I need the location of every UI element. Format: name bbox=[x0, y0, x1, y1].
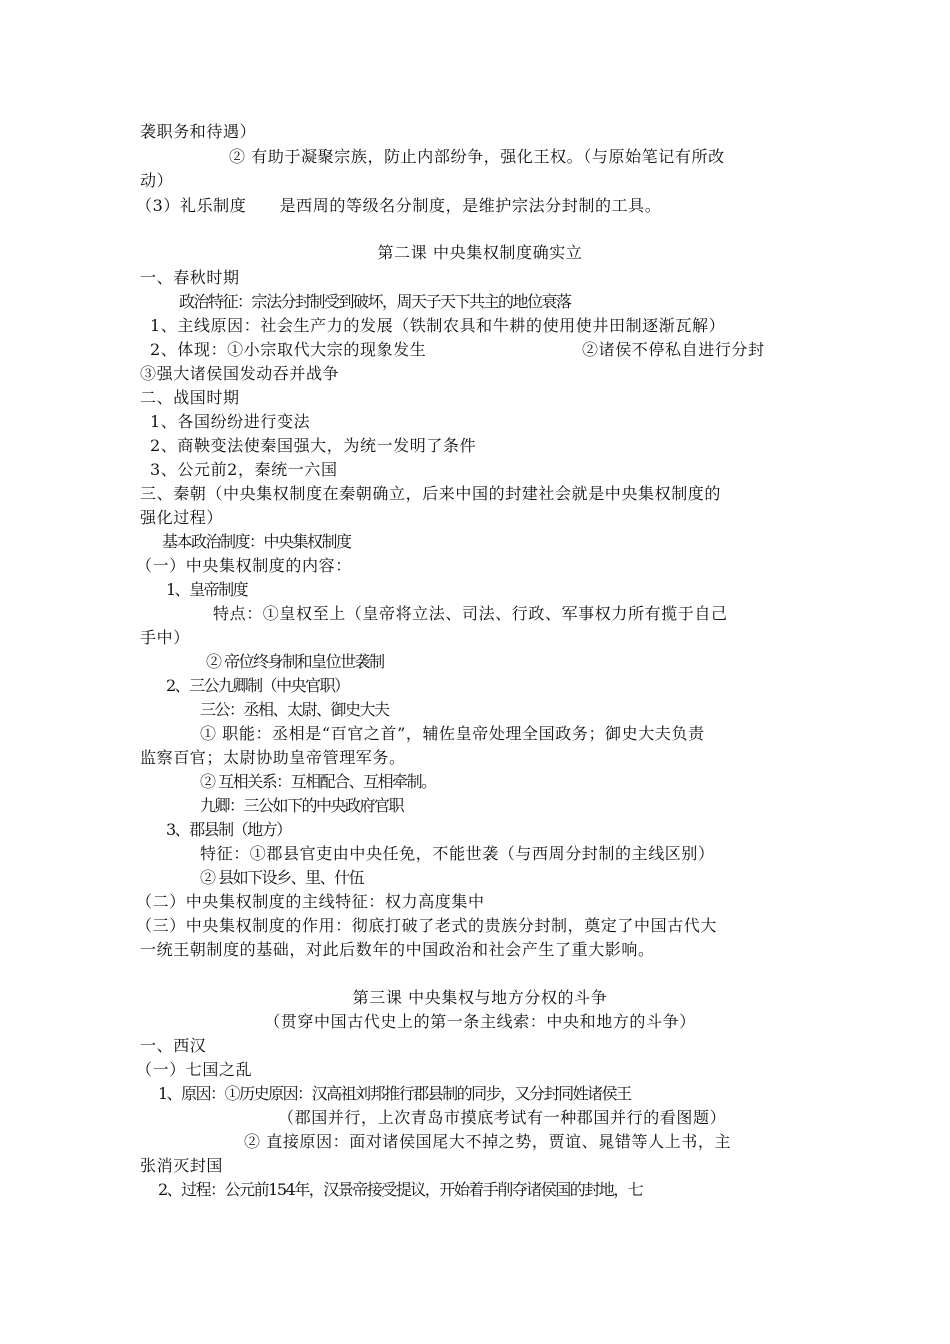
section-title: 第二课 中央集权制度确实立 bbox=[377, 243, 583, 262]
text-line: 动） bbox=[140, 171, 174, 190]
text-line: 特征：①郡县官吏由中央任免，不能世袭（与西周分封制的主线区别） bbox=[200, 844, 715, 863]
text-line: 2、商鞅变法使秦国强大，为统一发明了条件 bbox=[150, 436, 477, 455]
text-line: 强化过程） bbox=[140, 508, 224, 527]
section-title: 第三课 中央集权与地方分权的斗争 bbox=[352, 988, 608, 1007]
text-line: 3、郡县制（地方） bbox=[166, 820, 291, 839]
text-line: ②诸侯不停私自进行分封 bbox=[582, 340, 765, 359]
text-line: （一）中央集权制度的内容： bbox=[136, 556, 352, 575]
text-line: 监察百官；太尉协助皇帝管理军务。 bbox=[140, 748, 406, 767]
text-line: ② 直接原因：面对诸侯国尾大不掉之势，贾谊、晁错等人上书，主 bbox=[244, 1132, 732, 1151]
text-line: 政治特征：宗法分封制受到破坏，周天子天下共主的地位衰落 bbox=[179, 292, 571, 311]
text-line: 手中） bbox=[140, 628, 190, 647]
text-line: 1、原因：①历史原因：汉高祖刘邦推行郡县制的同步，又分封同姓诸侯王 bbox=[158, 1084, 631, 1103]
text-line: 二、战国时期 bbox=[140, 388, 240, 407]
text-line: ② 互相关系：互相配合、互相牵制。 bbox=[200, 772, 436, 791]
text-line: （三）中央集权制度的作用：彻底打破了老式的贵族分封制，奠定了中国古代大 bbox=[136, 916, 718, 935]
text-line: 1、各国纷纷进行变法 bbox=[150, 412, 311, 431]
text-line: （郡国并行，上次青岛市摸底考试有一种郡国并行的看图题） bbox=[278, 1108, 727, 1127]
text-line: 基本政治制度：中央集权制度 bbox=[162, 532, 351, 551]
text-line: 特点：①皇权至上（皇帝将立法、司法、行政、军事权力所有揽于自己 bbox=[213, 604, 728, 623]
text-line: （二）中央集权制度的主线特征：权力高度集中 bbox=[136, 892, 485, 911]
text-line: 三公：丞相、太尉、御史大夫 bbox=[200, 700, 389, 719]
text-line: 一、春秋时期 bbox=[140, 268, 240, 287]
text-line: ① 职能：丞相是“百官之首”，辅佐皇帝处理全国政务；御史大夫负责 bbox=[200, 724, 705, 743]
text-line: 一、西汉 bbox=[140, 1036, 207, 1055]
text-line: 1、皇帝制度 bbox=[166, 580, 248, 599]
text-line: 三、秦朝（中央集权制度在秦朝确立，后来中国的封建社会就是中央集权制度的 bbox=[140, 484, 722, 503]
text-line: 2、过程：公元前154年，汉景帝接受提议，开始着手削夺诸侯国的封地，七 bbox=[158, 1180, 643, 1199]
text-line: ② 帝位终身制和皇位世袭制 bbox=[206, 652, 384, 671]
text-line: （3）礼乐制度 是西周的等级名分制度，是维护宗法分封制的工具。 bbox=[136, 196, 662, 215]
text-line: ② 有助于凝聚宗族，防止内部纷争，强化王权。（与原始笔记有所改 bbox=[229, 147, 725, 166]
section-subtitle: （贯穿中国古代史上的第一条主线索：中央和地方的斗争） bbox=[264, 1012, 696, 1031]
text-line: 3、公元前2，秦统一六国 bbox=[150, 460, 338, 479]
text-line: （一）七国之乱 bbox=[136, 1060, 253, 1079]
text-line: 袭职务和待遇） bbox=[140, 122, 257, 141]
text-line: 张消灭封国 bbox=[140, 1156, 224, 1175]
text-line: ② 县如下设乡、里、什伍 bbox=[200, 868, 364, 887]
text-line: ③强大诸侯国发动吞并战争 bbox=[140, 364, 340, 383]
text-line: 2、体现：①小宗取代大宗的现象发生 bbox=[150, 340, 427, 359]
text-line: 九卿：三公如下的中央政府官职 bbox=[200, 796, 404, 815]
text-line: 2、三公九卿制（中央官职） bbox=[166, 676, 349, 695]
text-line: 一统王朝制度的基础，对此后数年的中国政治和社会产生了重大影响。 bbox=[140, 940, 655, 959]
text-line: 1、主线原因：社会生产力的发展（铁制农具和牛耕的使用使井田制逐渐瓦解） bbox=[150, 316, 726, 335]
